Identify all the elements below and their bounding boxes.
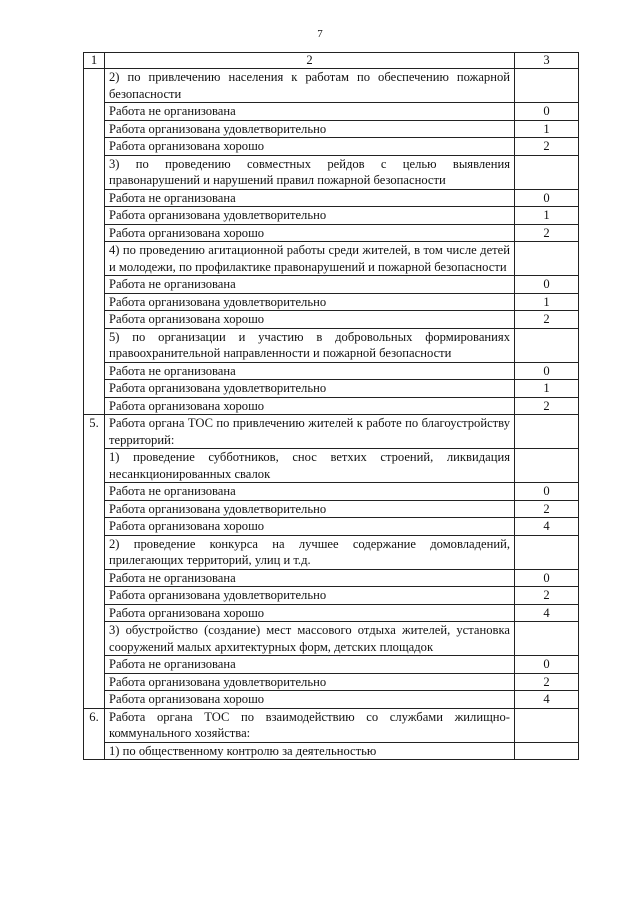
row-number — [84, 622, 105, 656]
row-score — [515, 742, 579, 760]
table-row — [84, 120, 579, 138]
table-row — [84, 397, 579, 415]
row-score: 2 — [515, 500, 579, 518]
row-text: Работа не организована — [105, 362, 515, 380]
table-row — [84, 604, 579, 622]
table-row — [84, 155, 579, 189]
page-number: 7 — [317, 28, 323, 40]
table-row — [84, 415, 579, 449]
row-score: 2 — [515, 138, 579, 156]
row-text: Работа организована удовлетворительно — [105, 380, 515, 398]
table-header-row — [84, 53, 579, 69]
row-score: 2 — [515, 224, 579, 242]
row-text: Работа не организована — [105, 276, 515, 294]
table-row — [84, 569, 579, 587]
table-row — [84, 708, 579, 742]
row-score: 0 — [515, 189, 579, 207]
table-row — [84, 362, 579, 380]
row-score: 2 — [515, 397, 579, 415]
row-number — [84, 569, 105, 587]
row-number — [84, 69, 105, 103]
row-number: 6. — [84, 708, 105, 742]
row-score: 1 — [515, 207, 579, 225]
row-number — [84, 535, 105, 569]
row-text: Работа организована удовлетворительно — [105, 587, 515, 605]
row-number — [84, 224, 105, 242]
row-text: Работа не организована — [105, 189, 515, 207]
row-text: Работа организована хорошо — [105, 224, 515, 242]
table-row — [84, 138, 579, 156]
table-row — [84, 103, 579, 121]
table-row — [84, 518, 579, 536]
table-row — [84, 328, 579, 362]
row-number — [84, 449, 105, 483]
row-text: Работа организована удовлетворительно — [105, 500, 515, 518]
row-number — [84, 742, 105, 760]
row-score — [515, 242, 579, 276]
row-text: Работа органа ТОС по привлечению жителей к работе по благоустройству территорий: — [105, 415, 515, 449]
table-row — [84, 742, 579, 760]
table-row — [84, 656, 579, 674]
row-number — [84, 311, 105, 329]
row-score — [515, 155, 579, 189]
row-number — [84, 242, 105, 276]
row-number — [84, 483, 105, 501]
row-number — [84, 207, 105, 225]
header-col-2: 2 — [105, 53, 515, 69]
row-text: Работа организована хорошо — [105, 604, 515, 622]
row-number — [84, 587, 105, 605]
row-text: 1) по общественному контролю за деятельностью — [105, 742, 515, 760]
table-row — [84, 380, 579, 398]
row-text: Работа организована хорошо — [105, 397, 515, 415]
row-text: Работа не организована — [105, 569, 515, 587]
row-score: 0 — [515, 656, 579, 674]
row-score: 1 — [515, 120, 579, 138]
row-score — [515, 415, 579, 449]
row-text: Работа организована удовлетворительно — [105, 207, 515, 225]
header-col-3: 3 — [515, 53, 579, 69]
row-text: Работа не организована — [105, 103, 515, 121]
table-row — [84, 224, 579, 242]
row-number — [84, 518, 105, 536]
row-score: 0 — [515, 362, 579, 380]
table-row — [84, 691, 579, 709]
table-row — [84, 622, 579, 656]
table-row — [84, 242, 579, 276]
row-text: Работа организована хорошо — [105, 691, 515, 709]
row-text: 3) обустройство (создание) мест массового отдыха жителей, установка сооружений малых архитектурных форм, детских площадок — [105, 622, 515, 656]
row-number — [84, 362, 105, 380]
row-score: 1 — [515, 380, 579, 398]
row-number — [84, 673, 105, 691]
row-text: Работа организована удовлетворительно — [105, 120, 515, 138]
table-row — [84, 587, 579, 605]
row-text: Работа не организована — [105, 656, 515, 674]
row-number — [84, 120, 105, 138]
row-text: 2) проведение конкурса на лучшее содержание домовладений, прилегающих территорий, улиц и т.д. — [105, 535, 515, 569]
row-score: 0 — [515, 483, 579, 501]
row-text: 2) по привлечению населения к работам по обеспечению пожарной безопасности — [105, 69, 515, 103]
row-text: 1) проведение субботников, снос ветхих строений, ликвидация несанкционированных свалок — [105, 449, 515, 483]
criteria-table — [83, 52, 579, 760]
row-text: Работа не организована — [105, 483, 515, 501]
row-text: Работа организована хорошо — [105, 138, 515, 156]
row-score: 2 — [515, 587, 579, 605]
row-text: 5) по организации и участию в добровольных формированиях правоохранительной направленности и пожарной безопасности — [105, 328, 515, 362]
row-score — [515, 449, 579, 483]
table-row — [84, 535, 579, 569]
row-score — [515, 622, 579, 656]
row-number — [84, 656, 105, 674]
row-text: 3) по проведению совместных рейдов с целью выявления правонарушений и нарушений правил пожарной безопасности — [105, 155, 515, 189]
table-row — [84, 500, 579, 518]
row-number — [84, 138, 105, 156]
row-text: Работа организована хорошо — [105, 518, 515, 536]
table-row — [84, 673, 579, 691]
row-number — [84, 155, 105, 189]
row-text: 4) по проведению агитационной работы среди жителей, в том числе детей и молодежи, по профилактике правонарушений и пожарной безопасности — [105, 242, 515, 276]
table-row — [84, 69, 579, 103]
table-row — [84, 276, 579, 294]
row-score: 0 — [515, 569, 579, 587]
row-score: 1 — [515, 293, 579, 311]
row-score: 4 — [515, 691, 579, 709]
table-row — [84, 189, 579, 207]
row-number — [84, 276, 105, 294]
row-score — [515, 535, 579, 569]
table-row — [84, 207, 579, 225]
table-row — [84, 293, 579, 311]
row-score: 4 — [515, 518, 579, 536]
row-number — [84, 103, 105, 121]
row-text: Работа организована удовлетворительно — [105, 293, 515, 311]
row-score: 4 — [515, 604, 579, 622]
row-score: 0 — [515, 276, 579, 294]
row-number: 5. — [84, 415, 105, 449]
row-text: Работа органа ТОС по взаимодействию со службами жилищно-коммунального хозяйства: — [105, 708, 515, 742]
row-score: 0 — [515, 103, 579, 121]
row-number — [84, 380, 105, 398]
row-number — [84, 397, 105, 415]
row-text: Работа организована удовлетворительно — [105, 673, 515, 691]
row-number — [84, 328, 105, 362]
row-score: 2 — [515, 673, 579, 691]
row-text: Работа организована хорошо — [105, 311, 515, 329]
row-number — [84, 293, 105, 311]
row-score: 2 — [515, 311, 579, 329]
row-score — [515, 328, 579, 362]
row-score — [515, 708, 579, 742]
row-number — [84, 604, 105, 622]
row-score — [515, 69, 579, 103]
header-col-1: 1 — [84, 53, 105, 69]
table-row — [84, 311, 579, 329]
table-row — [84, 449, 579, 483]
table-row — [84, 483, 579, 501]
row-number — [84, 691, 105, 709]
row-number — [84, 500, 105, 518]
row-number — [84, 189, 105, 207]
